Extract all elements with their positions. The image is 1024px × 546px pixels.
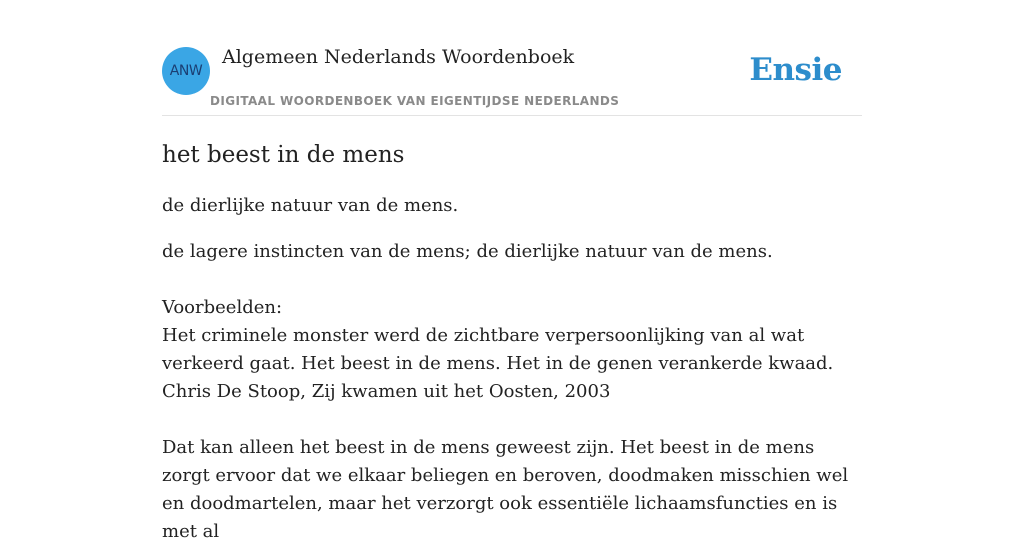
logo-text: ANW: [169, 63, 203, 79]
example-text: Dat kan alleen het beest in de mens geweest zijn. Het beest in de mens zorgt ervoor dat we elkaar beliegen en beroven, doodmaken misschien wel en doodmartelen, maar het verzorgt ook essentiële lichaamsfuncties en is met al: [162, 437, 849, 542]
definition-long: de lagere instincten van de mens; de dierlijke natuur van de mens.: [162, 241, 773, 262]
entry-title: het beest in de mens: [162, 142, 405, 168]
anw-logo[interactable]: [162, 47, 210, 95]
example-source: Chris De Stoop, Zij kwamen uit het Oosten, 2003: [162, 381, 611, 402]
definition-short: de dierlijke natuur van de mens.: [162, 195, 459, 216]
site-header: [162, 0, 862, 116]
examples-label: Voorbeelden:: [162, 297, 283, 318]
site-title[interactable]: Algemeen Nederlands Woordenboek: [222, 46, 575, 68]
dictionary-page: [162, 0, 862, 542]
ensie-brand-logo[interactable]: Ensie: [749, 52, 842, 88]
site-subtitle: DIGITAAL WOORDENBOEK VAN EIGENTIJDSE NEDERLANDS: [210, 94, 620, 108]
example-text: Het criminele monster werd de zichtbare verpersoonlijking van al wat verkeerd gaat. Het beest in de mens. Het in de genen verankerde kwaad.: [162, 325, 834, 374]
